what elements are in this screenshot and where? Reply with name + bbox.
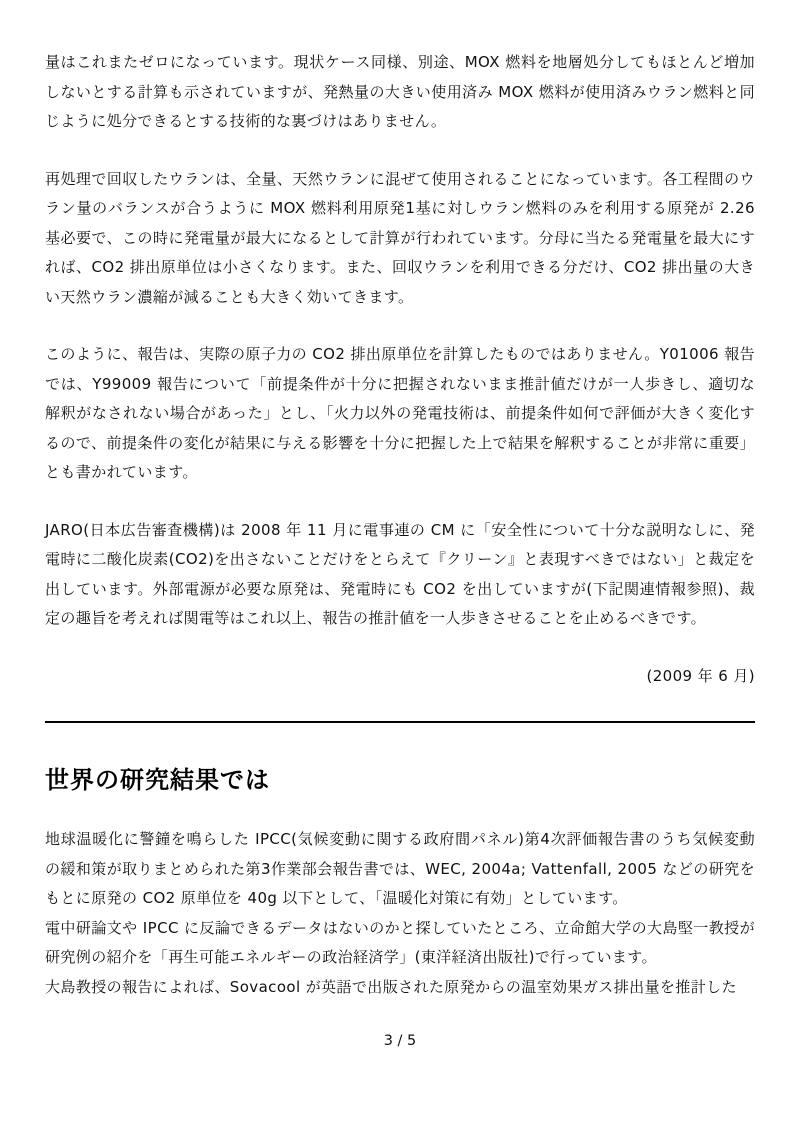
section-divider bbox=[45, 721, 755, 723]
date-note: (2009 年 6 月) bbox=[646, 666, 755, 685]
paragraph-mox-disposal: 量はこれまたゼロになっています。現状ケース同様、別途、MOX 燃料を地層処分してもほとんど増加しないとする計算も示されていますが、発熱量の大きい使用済み MOX 燃料が使用済みウラン燃料と同じように処分できるとする技術的な裏づけはありません。 bbox=[45, 53, 755, 130]
paragraph-oshima-professor: 電中研論文や IPCC に反論できるデータはないのかと探していたところ、立命館大学の大島堅一教授が研究例の紹介を「再生可能エネルギーの政治経済学」(東洋経済出版社)で行っています。 bbox=[45, 918, 755, 966]
paragraph-sovacool-estimate: 大島教授の報告によれば、Sovacool が英語で出版された原発からの温室効果ガス排出量を推計した bbox=[45, 977, 737, 996]
page-number: 3 / 5 bbox=[383, 1033, 417, 1049]
paragraph-recovered-uranium: 再処理で回収したウランは、全量、天然ウランに混ぜて使用されることになっています。各工程間のウラン量のバランスが合うように MOX 燃料利用原発1基に対しウラン燃料のみを利用する原発が 2.26 基必要で、この時に発電量が最大になるとして計算が行われています。分母に当たる発電量を最大にすれば、CO2 排出原単位は小さくなります。また、回収ウランを利用できる分だけ、CO2 排出量の大きい天然ウラン濃縮が減ることも大きく効いてきます。 bbox=[45, 169, 755, 306]
section-heading: 世界の研究結果では bbox=[45, 766, 270, 794]
paragraph-report-interpretation: このように、報告は、実際の原子力の CO2 排出原単位を計算したものではありません。Y01006 報告では、Y99009 報告について「前提条件が十分に把握されないまま推計値だけが一人歩きし、適切な解釈がなされない場合があった」とし、「火力以外の発電技術は、前提条件如何で評価が大きく変化するので、前提条件の変化が結果に与える影響を十分に把握した上で結果を解釈することが非常に重要」とも書かれています。 bbox=[45, 345, 755, 481]
paragraph-ipcc-report: 地球温暖化に警鐘を鳴らした IPCC(気候変動に関する政府間パネル)第4次評価報告書のうち気候変動の緩和策が取りまとめられた第3作業部会報告書では、WEC, 2004a; Vattenfall, 2005 などの研究をもとに原発の CO2 原単位を 40g 以下として、「温暖化対策に有効」としています。 bbox=[45, 830, 755, 907]
paragraph-jaro-ruling: JARO(日本広告審査機構)は 2008 年 11 月に電事連の CM に「安全性について十分な説明なしに、発電時に二酸化炭素(CO2)を出さないことだけをとらえて『クリーン』と表現すべきではない」と裁定を出しています。外部電源が必要な原発は、発電時にも CO2 を出していますが(下記関連情報参照)、裁定の趣旨を考えれば関電等はこれ以上、報告の推計値を一人歩きさせることを止めるべきです。 bbox=[45, 520, 755, 627]
